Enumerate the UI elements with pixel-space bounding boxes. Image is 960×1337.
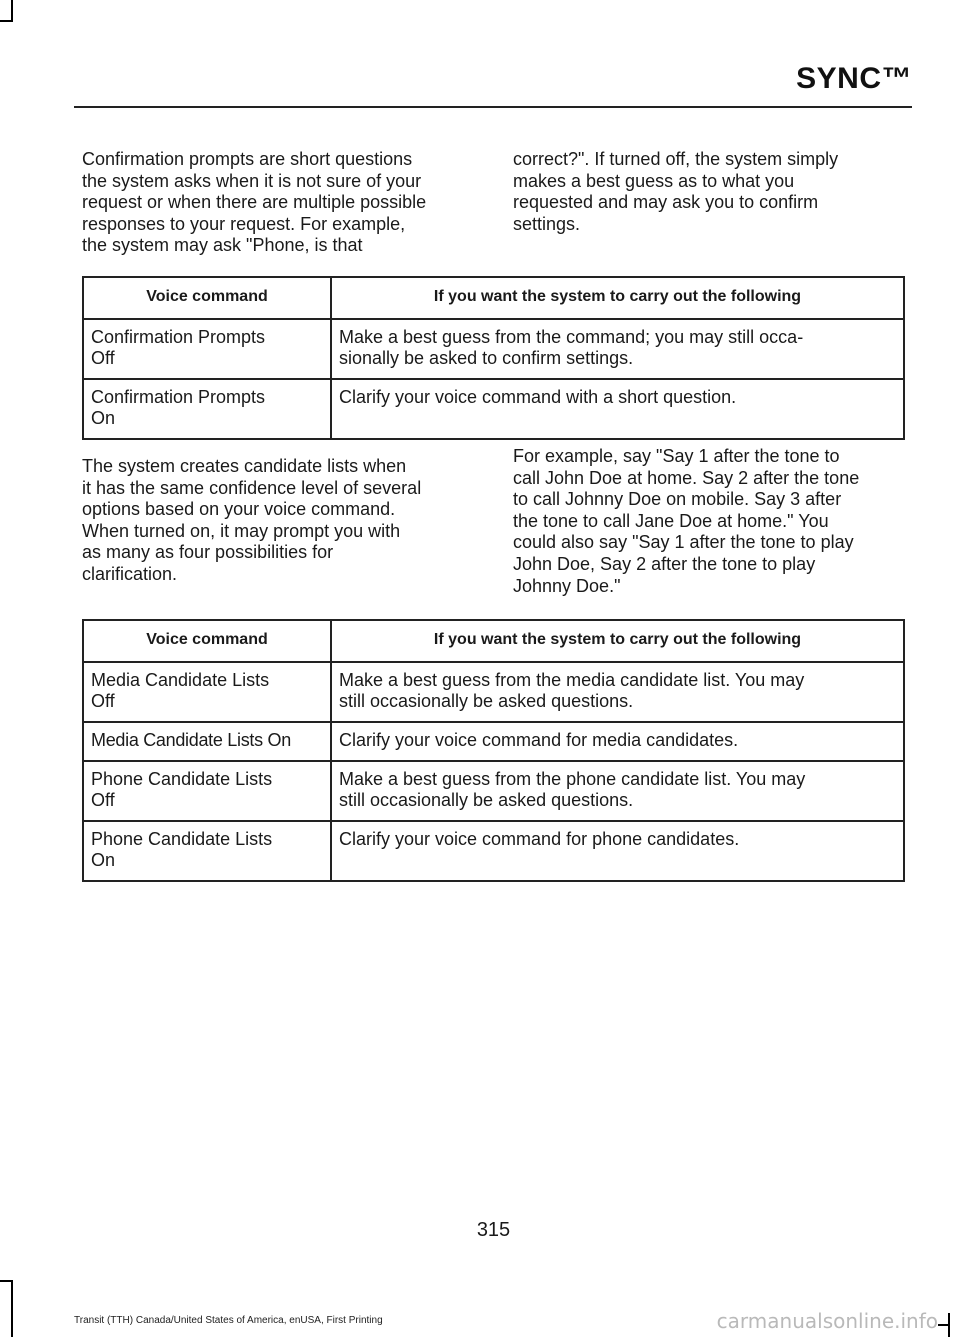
column-header-action: If you want the system to carry out the following (331, 620, 904, 662)
action-cell: Make a best guess from the media candidate list. You may still occasionally be asked questions. (331, 662, 904, 722)
watermark: carmanualsonline.info (716, 1309, 938, 1333)
voice-command-cell: Media Candidate Lists On (83, 722, 331, 761)
crop-mark (11, 0, 13, 22)
table-row (83, 761, 904, 821)
crop-mark (938, 1324, 948, 1326)
footer-edition-text: Transit (TTH) Canada/United States of America, enUSA, First Printing (74, 1315, 383, 1326)
crop-mark (0, 20, 13, 22)
voice-command-cell: Confirmation Prompts On (83, 379, 331, 439)
column-header-voice-command: Voice command (83, 277, 331, 319)
candidate-paragraph-right: For example, say "Say 1 after the tone to call John Doe at home. Say 2 after the tone to call Johnny Doe on mobile. Say 3 after the tone to call Jane Doe at home." You could also say "Say 1 after the tone to play John Doe, Say 2 after the tone to play Johnny Doe." (513, 446, 860, 596)
intro-paragraph-right: correct?". If turned off, the system simply makes a best guess as to what you requested and may ask you to confirm settings. (513, 149, 839, 234)
table-row (83, 319, 904, 379)
table-header-row (83, 277, 904, 319)
column-header-action: If you want the system to carry out the following (331, 277, 904, 319)
table-row (83, 662, 904, 722)
action-cell: Clarify your voice command with a short question. (331, 379, 904, 439)
crop-mark (0, 1280, 13, 1282)
header-divider (74, 106, 912, 108)
page-title: SYNC™ (796, 62, 912, 95)
confirmation-prompts-table (82, 276, 905, 440)
candidate-paragraph-left: The system creates candidate lists when it has the same confidence level of several options based on your voice command. When turned on, it may prompt you with as many as four possibilities for clarification. (82, 456, 422, 584)
action-cell: Make a best guess from the phone candidate list. You may still occasionally be asked questions. (331, 761, 904, 821)
table-row (83, 722, 904, 761)
table-header-row (83, 620, 904, 662)
voice-command-cell: Phone Candidate Lists On (83, 821, 331, 881)
voice-command-cell: Confirmation Prompts Off (83, 319, 331, 379)
voice-command-cell: Media Candidate Lists Off (83, 662, 331, 722)
action-cell: Make a best guess from the command; you may still occa- sionally be asked to confirm settings. (331, 319, 904, 379)
action-cell: Clarify your voice command for phone candidates. (331, 821, 904, 881)
column-header-voice-command: Voice command (83, 620, 331, 662)
voice-command-cell: Phone Candidate Lists Off (83, 761, 331, 821)
table-row (83, 379, 904, 439)
crop-mark (948, 1313, 950, 1337)
table-row (83, 821, 904, 881)
action-cell: Clarify your voice command for media candidates. (331, 722, 904, 761)
intro-paragraph-left: Confirmation prompts are short questions the system asks when it is not sure of your request or when there are multiple possible responses to your request. For example, the system may ask "Phone, is that (82, 149, 427, 256)
candidate-lists-table (82, 619, 905, 882)
crop-mark (11, 1280, 13, 1337)
page-number: 315 (476, 1219, 511, 1241)
